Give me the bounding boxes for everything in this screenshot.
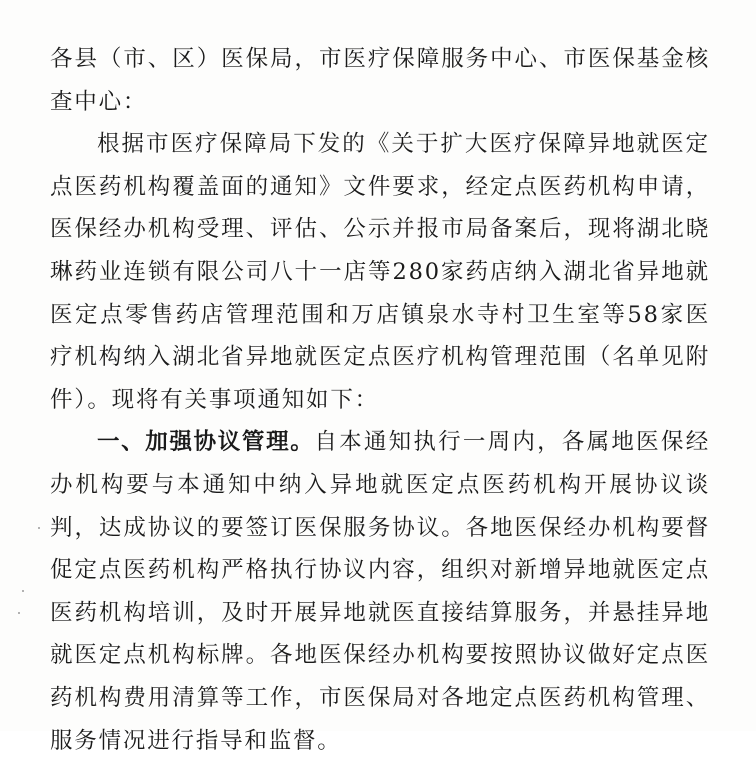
section-1-body: 自本通知执行一周内，各属地医保经办机构要与本通知中纳入异地就医定点医药机构开展协议谈判，达成协议的要签订医保服务协议。各地医保经办机构要督促定点医药机构严格执行协议内容，组织对新增异地就医定点医药机构培训，及时开展异地就医直接结算服务，并悬挂异地就医定点机构标牌。各地医保经办机构要按照协议做好定点医药机构费用清算等工作，市医保局对各地定点医药机构管理、服务情况进行指导和监督。 [50,429,710,754]
section-1 [50,421,710,762]
section-1-heading: 一、加强协议管理。 [97,429,315,456]
salutation: 各县（市、区）医保局，市医疗保障服务中心、市医保基金核查中心： [50,46,710,115]
paragraph-intro: 根据市医疗保障局下发的《关于扩大医疗保障异地就医定点医药机构覆盖面的通知》文件要求，经定点医药机构申请，医保经办机构受理、评估、公示并报市局备案后，现将湖北晓琳药业连锁有限公司八十一店等280家药店纳入湖北省异地就医定点零售药店管理范围和万店镇泉水寺村卫生室等58家医疗机构纳入湖北省异地就医定点医疗机构管理范围（名单见附件）。现将有关事项通知如下： [50,131,710,413]
document-body [50,38,710,762]
scan-speck [22,590,24,592]
scan-speck [38,527,40,529]
scan-speck [18,612,20,614]
